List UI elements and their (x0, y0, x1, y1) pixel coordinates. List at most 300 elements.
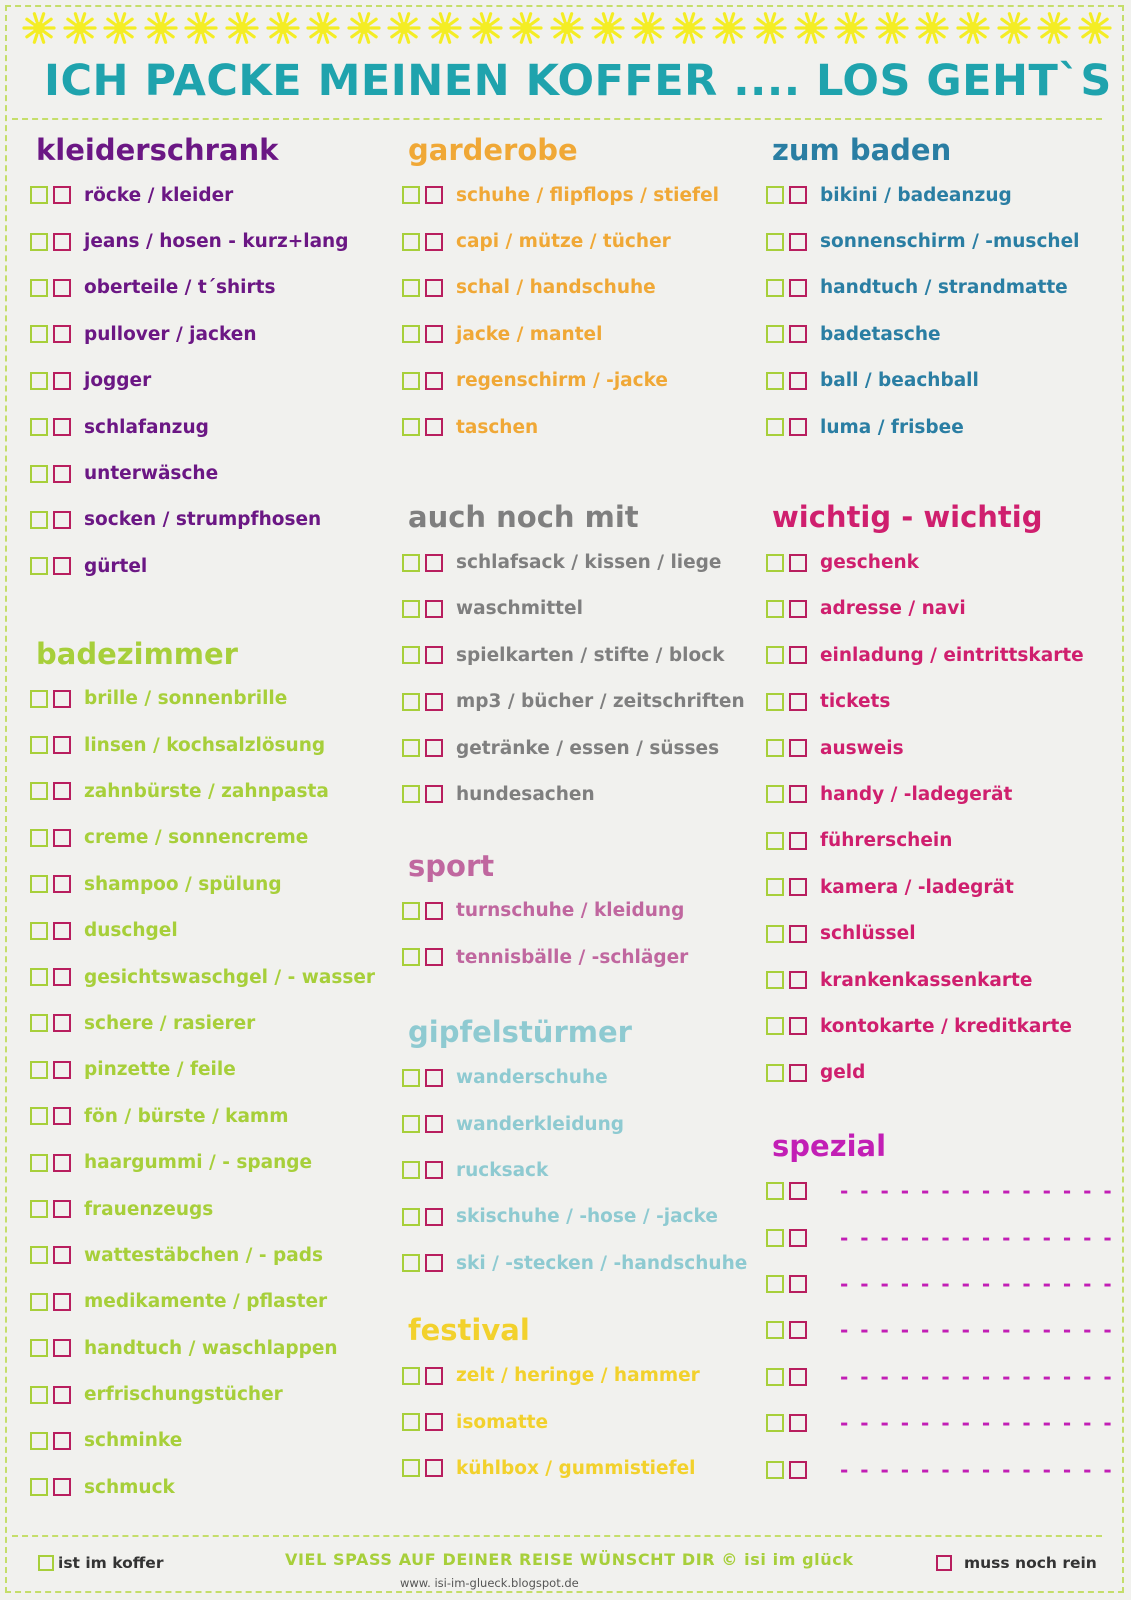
still-to-pack-checkbox[interactable] (53, 782, 71, 800)
still-to-pack-checkbox[interactable] (53, 279, 71, 297)
checklist-item (30, 311, 375, 357)
in-suitcase-checkbox[interactable] (766, 646, 784, 664)
item-label: zelt / heringe / hammer (456, 1365, 700, 1387)
in-suitcase-checkbox[interactable] (30, 279, 48, 297)
blank-line[interactable]: - - - - - - - - - - - - - - (840, 1225, 1115, 1250)
still-to-pack-checkbox[interactable] (425, 233, 443, 251)
in-suitcase-checkbox[interactable] (766, 785, 784, 803)
item-label: zahnbürste / zahnpasta (84, 780, 329, 802)
item-checkboxes (402, 1069, 443, 1087)
item-label: hundesachen (456, 783, 595, 805)
in-suitcase-checkbox[interactable] (402, 1254, 420, 1272)
in-suitcase-checkbox[interactable] (30, 465, 48, 483)
blank-item (766, 1261, 1114, 1307)
item-label: wanderkleidung (456, 1113, 625, 1135)
item-label: duschgel (84, 920, 178, 942)
item-checkboxes (766, 1017, 807, 1035)
item-label: jeans / hosen - kurz+lang (84, 231, 349, 253)
sun-icon (631, 11, 665, 45)
item-checkboxes (766, 785, 807, 803)
checklist-item (30, 676, 375, 722)
item-checkboxes (30, 875, 71, 893)
item-checkboxes (30, 1386, 71, 1404)
still-to-pack-checkbox[interactable] (53, 829, 71, 847)
still-to-pack-checkbox[interactable] (425, 1161, 443, 1179)
item-checkboxes (30, 233, 71, 251)
item-label: schere / rasierer (84, 1012, 256, 1034)
checklist-item (766, 586, 1114, 632)
in-suitcase-checkbox[interactable] (402, 233, 420, 251)
item-label: ball / beachball (820, 370, 979, 392)
checklist-item (402, 172, 747, 218)
item-checkboxes (30, 1478, 71, 1496)
still-to-pack-checkbox[interactable] (53, 1061, 71, 1079)
item-label: kühlbox / gummistiefel (456, 1457, 696, 1479)
still-to-pack-checkbox[interactable] (789, 1229, 807, 1247)
item-checkboxes (402, 739, 443, 757)
in-suitcase-checkbox[interactable] (766, 1461, 784, 1479)
in-suitcase-checkbox[interactable] (766, 739, 784, 757)
item-checkboxes (766, 1064, 807, 1082)
still-to-pack-checkbox[interactable] (53, 418, 71, 436)
still-to-pack-checkbox[interactable] (425, 325, 443, 343)
still-to-pack-checkbox[interactable] (53, 1432, 71, 1450)
in-suitcase-checkbox[interactable] (766, 372, 784, 390)
in-suitcase-checkbox[interactable] (766, 693, 784, 711)
sun-icon (997, 11, 1031, 45)
in-suitcase-checkbox[interactable] (30, 233, 48, 251)
in-suitcase-checkbox[interactable] (402, 739, 420, 757)
in-suitcase-checkbox[interactable] (402, 1208, 420, 1226)
blank-line[interactable]: - - - - - - - - - - - - - - (840, 1364, 1115, 1389)
sun-icon (915, 11, 949, 45)
in-suitcase-checkbox[interactable] (402, 693, 420, 711)
in-suitcase-checkbox[interactable] (30, 1014, 48, 1032)
checklist-item (30, 907, 375, 953)
checklist-item (402, 1399, 747, 1445)
checklist-item (766, 818, 1114, 864)
still-to-pack-checkbox[interactable] (53, 233, 71, 251)
in-suitcase-checkbox[interactable] (402, 646, 420, 664)
still-to-pack-checkbox[interactable] (53, 186, 71, 204)
item-checkboxes (766, 739, 807, 757)
still-to-pack-checkbox[interactable] (425, 372, 443, 390)
still-to-pack-checkbox[interactable] (789, 600, 807, 618)
still-to-pack-checkbox[interactable] (53, 557, 71, 575)
item-checkboxes (402, 372, 443, 390)
item-label: taschen (456, 416, 539, 438)
top-divider (12, 118, 1102, 120)
in-suitcase-checkbox[interactable] (30, 690, 48, 708)
still-to-pack-checkbox[interactable] (789, 832, 807, 850)
still-to-pack-checkbox[interactable] (425, 948, 443, 966)
still-to-pack-checkbox[interactable] (789, 1182, 807, 1200)
checklist-item (402, 725, 747, 771)
in-suitcase-checkbox[interactable] (402, 948, 420, 966)
checklist-item (30, 1232, 375, 1278)
item-label: rucksack (456, 1159, 549, 1181)
item-checkboxes (766, 925, 807, 943)
item-label: tennisbälle / -schläger (456, 946, 689, 968)
in-suitcase-checkbox[interactable] (402, 785, 420, 803)
in-suitcase-checkbox[interactable] (766, 1368, 784, 1386)
checklist-item (402, 404, 747, 450)
sun-icon (144, 11, 178, 45)
in-suitcase-checkbox[interactable] (30, 875, 48, 893)
in-suitcase-checkbox[interactable] (402, 1459, 420, 1477)
item-label: ski / -stecken / -handschuhe (456, 1252, 748, 1274)
item-label: capi / mütze / tücher (456, 231, 671, 253)
still-to-pack-checkbox[interactable] (53, 325, 71, 343)
in-suitcase-checkbox[interactable] (766, 878, 784, 896)
in-suitcase-checkbox[interactable] (30, 782, 48, 800)
checklist-item (30, 1186, 375, 1232)
still-to-pack-checkbox[interactable] (425, 279, 443, 297)
in-suitcase-checkbox[interactable] (30, 1061, 48, 1079)
section-garderobe (402, 128, 747, 450)
blank-item (766, 1307, 1114, 1353)
checklist-item (30, 1139, 375, 1185)
item-label: schlafsack / kissen / liege (456, 552, 722, 574)
in-suitcase-checkbox[interactable] (30, 372, 48, 390)
section-title: auch noch mit (408, 500, 639, 535)
checklist-item (766, 218, 1114, 264)
in-suitcase-checkbox[interactable] (402, 1115, 420, 1133)
in-suitcase-checkbox[interactable] (402, 279, 420, 297)
item-checkboxes (30, 1154, 71, 1172)
still-to-pack-checkbox[interactable] (53, 1339, 71, 1357)
checklist-item (766, 864, 1114, 910)
item-label: wanderschuhe (456, 1067, 608, 1089)
checklist-item (402, 679, 747, 725)
item-label: pinzette / feile (84, 1059, 236, 1081)
legend-magenta-checkbox (936, 1555, 952, 1571)
in-suitcase-checkbox[interactable] (766, 600, 784, 618)
item-checkboxes (402, 1115, 443, 1133)
item-label: ausweis (820, 737, 904, 759)
still-to-pack-checkbox[interactable] (53, 736, 71, 754)
checklist-item (766, 311, 1114, 357)
item-label: sonnenschirm / -muschel (820, 231, 1080, 253)
still-to-pack-checkbox[interactable] (425, 1115, 443, 1133)
item-checkboxes (402, 1254, 443, 1272)
item-label: socken / strumpfhosen (84, 509, 322, 531)
checklist-item (766, 910, 1114, 956)
in-suitcase-checkbox[interactable] (766, 1275, 784, 1293)
item-label: handy / -ladegerät (820, 783, 1013, 805)
checklist-item (402, 358, 747, 404)
still-to-pack-checkbox[interactable] (53, 1293, 71, 1311)
item-checkboxes (402, 279, 443, 297)
in-suitcase-checkbox[interactable] (30, 1293, 48, 1311)
still-to-pack-checkbox[interactable] (53, 690, 71, 708)
section-title: wichtig - wichtig (772, 500, 1043, 535)
checklist-item (30, 404, 375, 450)
still-to-pack-checkbox[interactable] (789, 971, 807, 989)
item-checkboxes (30, 829, 71, 847)
still-to-pack-checkbox[interactable] (789, 372, 807, 390)
in-suitcase-checkbox[interactable] (30, 1107, 48, 1125)
still-to-pack-checkbox[interactable] (789, 186, 807, 204)
sun-icon (63, 11, 97, 45)
in-suitcase-checkbox[interactable] (30, 1478, 48, 1496)
checklist-item (402, 586, 747, 632)
still-to-pack-checkbox[interactable] (53, 1014, 71, 1032)
still-to-pack-checkbox[interactable] (425, 1413, 443, 1431)
still-to-pack-checkbox[interactable] (789, 233, 807, 251)
item-label: kontokarte / kreditkarte (820, 1015, 1072, 1037)
still-to-pack-checkbox[interactable] (53, 922, 71, 940)
blank-item (766, 1168, 1114, 1214)
blank-line[interactable]: - - - - - - - - - - - - - - (840, 1179, 1115, 1204)
checklist-item (766, 265, 1114, 311)
item-checkboxes (766, 233, 807, 251)
item-label: schuhe / flipflops / stiefel (456, 184, 719, 206)
checklist-item (766, 632, 1114, 678)
item-checkboxes (402, 554, 443, 572)
in-suitcase-checkbox[interactable] (30, 325, 48, 343)
item-label: tickets (820, 691, 891, 713)
item-label: brille / sonnenbrille (84, 688, 288, 710)
item-label: linsen / kochsalzlösung (84, 734, 326, 756)
item-label: shampoo / spülung (84, 873, 282, 895)
item-label: getränke / essen / süsses (456, 737, 720, 759)
item-checkboxes (766, 186, 807, 204)
checklist-item (766, 172, 1114, 218)
still-to-pack-checkbox[interactable] (789, 1275, 807, 1293)
section-spezial (766, 1124, 1114, 1493)
in-suitcase-checkbox[interactable] (402, 554, 420, 572)
sun-icon (266, 11, 300, 45)
still-to-pack-checkbox[interactable] (789, 1321, 807, 1339)
checklist-item (30, 954, 375, 1000)
item-checkboxes (766, 646, 807, 664)
in-suitcase-checkbox[interactable] (766, 418, 784, 436)
checklist-item (402, 1445, 747, 1491)
item-checkboxes (766, 693, 807, 711)
checklist-item (766, 725, 1114, 771)
checklist-item (766, 957, 1114, 1003)
checklist-item (30, 1279, 375, 1325)
still-to-pack-checkbox[interactable] (53, 875, 71, 893)
checklist-item (402, 218, 747, 264)
item-label: jacke / mantel (456, 323, 603, 345)
in-suitcase-checkbox[interactable] (766, 1321, 784, 1339)
item-label: führerschein (820, 830, 953, 852)
item-checkboxes (30, 922, 71, 940)
in-suitcase-checkbox[interactable] (30, 1200, 48, 1218)
item-label: mp3 / bücher / zeitschriften (456, 691, 745, 713)
still-to-pack-checkbox[interactable] (53, 1478, 71, 1496)
item-checkboxes (766, 279, 807, 297)
still-to-pack-checkbox[interactable] (53, 1154, 71, 1172)
still-to-pack-checkbox[interactable] (425, 1208, 443, 1226)
still-to-pack-checkbox[interactable] (53, 511, 71, 529)
still-to-pack-checkbox[interactable] (789, 925, 807, 943)
in-suitcase-checkbox[interactable] (30, 557, 48, 575)
legend-green-label: ist im koffer (58, 1554, 164, 1572)
still-to-pack-checkbox[interactable] (425, 902, 443, 920)
in-suitcase-checkbox[interactable] (402, 1069, 420, 1087)
in-suitcase-checkbox[interactable] (402, 1367, 420, 1385)
item-label: luma / frisbee (820, 416, 964, 438)
in-suitcase-checkbox[interactable] (402, 372, 420, 390)
legend-in-suitcase (38, 1554, 163, 1572)
in-suitcase-checkbox[interactable] (766, 971, 784, 989)
legend-still-to-pack (936, 1554, 1097, 1572)
item-checkboxes (766, 325, 807, 343)
item-checkboxes (30, 1014, 71, 1032)
in-suitcase-checkbox[interactable] (766, 186, 784, 204)
still-to-pack-checkbox[interactable] (425, 600, 443, 618)
item-checkboxes (30, 418, 71, 436)
blank-item (766, 1214, 1114, 1260)
still-to-pack-checkbox[interactable] (789, 878, 807, 896)
blank-item (766, 1446, 1114, 1492)
in-suitcase-checkbox[interactable] (30, 511, 48, 529)
still-to-pack-checkbox[interactable] (789, 739, 807, 757)
in-suitcase-checkbox[interactable] (766, 233, 784, 251)
still-to-pack-checkbox[interactable] (425, 785, 443, 803)
in-suitcase-checkbox[interactable] (766, 1017, 784, 1035)
checklist-item (402, 1101, 747, 1147)
still-to-pack-checkbox[interactable] (53, 1107, 71, 1125)
still-to-pack-checkbox[interactable] (425, 693, 443, 711)
sun-icon (306, 11, 340, 45)
item-checkboxes (402, 785, 443, 803)
still-to-pack-checkbox[interactable] (789, 1368, 807, 1386)
still-to-pack-checkbox[interactable] (425, 739, 443, 757)
blank-line[interactable]: - - - - - - - - - - - - - - (840, 1272, 1115, 1296)
section-title: zum baden (772, 133, 952, 167)
still-to-pack-checkbox[interactable] (425, 418, 443, 436)
still-to-pack-checkbox[interactable] (53, 1200, 71, 1218)
in-suitcase-checkbox[interactable] (766, 1414, 784, 1432)
sun-icon (550, 11, 584, 45)
still-to-pack-checkbox[interactable] (789, 325, 807, 343)
still-to-pack-checkbox[interactable] (789, 1461, 807, 1479)
still-to-pack-checkbox[interactable] (53, 372, 71, 390)
in-suitcase-checkbox[interactable] (30, 1432, 48, 1450)
section-wichtig (766, 495, 1114, 1096)
still-to-pack-checkbox[interactable] (53, 465, 71, 483)
still-to-pack-checkbox[interactable] (425, 1367, 443, 1385)
in-suitcase-checkbox[interactable] (30, 1386, 48, 1404)
in-suitcase-checkbox[interactable] (402, 186, 420, 204)
still-to-pack-checkbox[interactable] (789, 1017, 807, 1035)
still-to-pack-checkbox[interactable] (425, 1459, 443, 1477)
item-checkboxes (402, 1208, 443, 1226)
item-label: schlüssel (820, 923, 916, 945)
item-label: erfrischungstücher (84, 1384, 283, 1406)
item-label: schmuck (84, 1476, 175, 1498)
still-to-pack-checkbox[interactable] (789, 554, 807, 572)
in-suitcase-checkbox[interactable] (30, 418, 48, 436)
in-suitcase-checkbox[interactable] (766, 279, 784, 297)
in-suitcase-checkbox[interactable] (30, 1246, 48, 1264)
item-checkboxes (30, 511, 71, 529)
in-suitcase-checkbox[interactable] (402, 600, 420, 618)
still-to-pack-checkbox[interactable] (53, 1246, 71, 1264)
item-label: creme / sonnencreme (84, 827, 309, 849)
checklist-item (402, 1147, 747, 1193)
still-to-pack-checkbox[interactable] (789, 1414, 807, 1432)
page-title: ICH PACKE MEINEN KOFFER .... LOS GEHT`S (44, 56, 1112, 106)
section-title: badezimmer (36, 636, 238, 671)
in-suitcase-checkbox[interactable] (766, 925, 784, 943)
item-label: frauenzeugs (84, 1198, 214, 1220)
in-suitcase-checkbox[interactable] (402, 902, 420, 920)
in-suitcase-checkbox[interactable] (766, 832, 784, 850)
in-suitcase-checkbox[interactable] (30, 829, 48, 847)
item-checkboxes (30, 782, 71, 800)
section-sport (402, 844, 747, 981)
in-suitcase-checkbox[interactable] (402, 1413, 420, 1431)
still-to-pack-checkbox[interactable] (789, 785, 807, 803)
checklist-item (402, 771, 747, 817)
blank-line[interactable]: - - - - - - - - - - - - - - (840, 1411, 1115, 1436)
still-to-pack-checkbox[interactable] (425, 646, 443, 664)
item-checkboxes (30, 736, 71, 754)
in-suitcase-checkbox[interactable] (766, 1064, 784, 1082)
in-suitcase-checkbox[interactable] (30, 922, 48, 940)
item-checkboxes (30, 1293, 71, 1311)
still-to-pack-checkbox[interactable] (425, 1254, 443, 1272)
in-suitcase-checkbox[interactable] (402, 1161, 420, 1179)
in-suitcase-checkbox[interactable] (766, 1229, 784, 1247)
item-checkboxes (402, 233, 443, 251)
item-checkboxes (766, 1275, 807, 1293)
blank-line[interactable]: - - - - - - - - - - - - - - (840, 1457, 1115, 1482)
in-suitcase-checkbox[interactable] (766, 325, 784, 343)
item-label: spielkarten / stifte / block (456, 644, 725, 666)
in-suitcase-checkbox[interactable] (402, 325, 420, 343)
still-to-pack-checkbox[interactable] (789, 1064, 807, 1082)
in-suitcase-checkbox[interactable] (30, 1154, 48, 1172)
in-suitcase-checkbox[interactable] (30, 968, 48, 986)
in-suitcase-checkbox[interactable] (30, 1339, 48, 1357)
still-to-pack-checkbox[interactable] (425, 186, 443, 204)
item-checkboxes (766, 1414, 807, 1432)
item-checkboxes (30, 1061, 71, 1079)
column-right (766, 128, 1114, 1493)
item-checkboxes (402, 1413, 443, 1431)
still-to-pack-checkbox[interactable] (789, 279, 807, 297)
in-suitcase-checkbox[interactable] (30, 736, 48, 754)
blank-line[interactable]: - - - - - - - - - - - - - - (840, 1318, 1115, 1343)
item-checkboxes (766, 600, 807, 618)
checklist-item (30, 815, 375, 861)
in-suitcase-checkbox[interactable] (766, 554, 784, 572)
still-to-pack-checkbox[interactable] (789, 693, 807, 711)
in-suitcase-checkbox[interactable] (766, 1182, 784, 1200)
still-to-pack-checkbox[interactable] (425, 1069, 443, 1087)
still-to-pack-checkbox[interactable] (53, 968, 71, 986)
item-label: fön / bürste / kamm (84, 1105, 289, 1127)
in-suitcase-checkbox[interactable] (30, 186, 48, 204)
sun-border (22, 8, 1112, 48)
still-to-pack-checkbox[interactable] (53, 1386, 71, 1404)
still-to-pack-checkbox[interactable] (425, 554, 443, 572)
item-label: wattestäbchen / - pads (84, 1244, 323, 1266)
checklist-item (766, 404, 1114, 450)
still-to-pack-checkbox[interactable] (789, 646, 807, 664)
item-checkboxes (402, 693, 443, 711)
still-to-pack-checkbox[interactable] (789, 418, 807, 436)
section-title: sport (408, 848, 495, 883)
in-suitcase-checkbox[interactable] (402, 418, 420, 436)
item-checkboxes (30, 1339, 71, 1357)
